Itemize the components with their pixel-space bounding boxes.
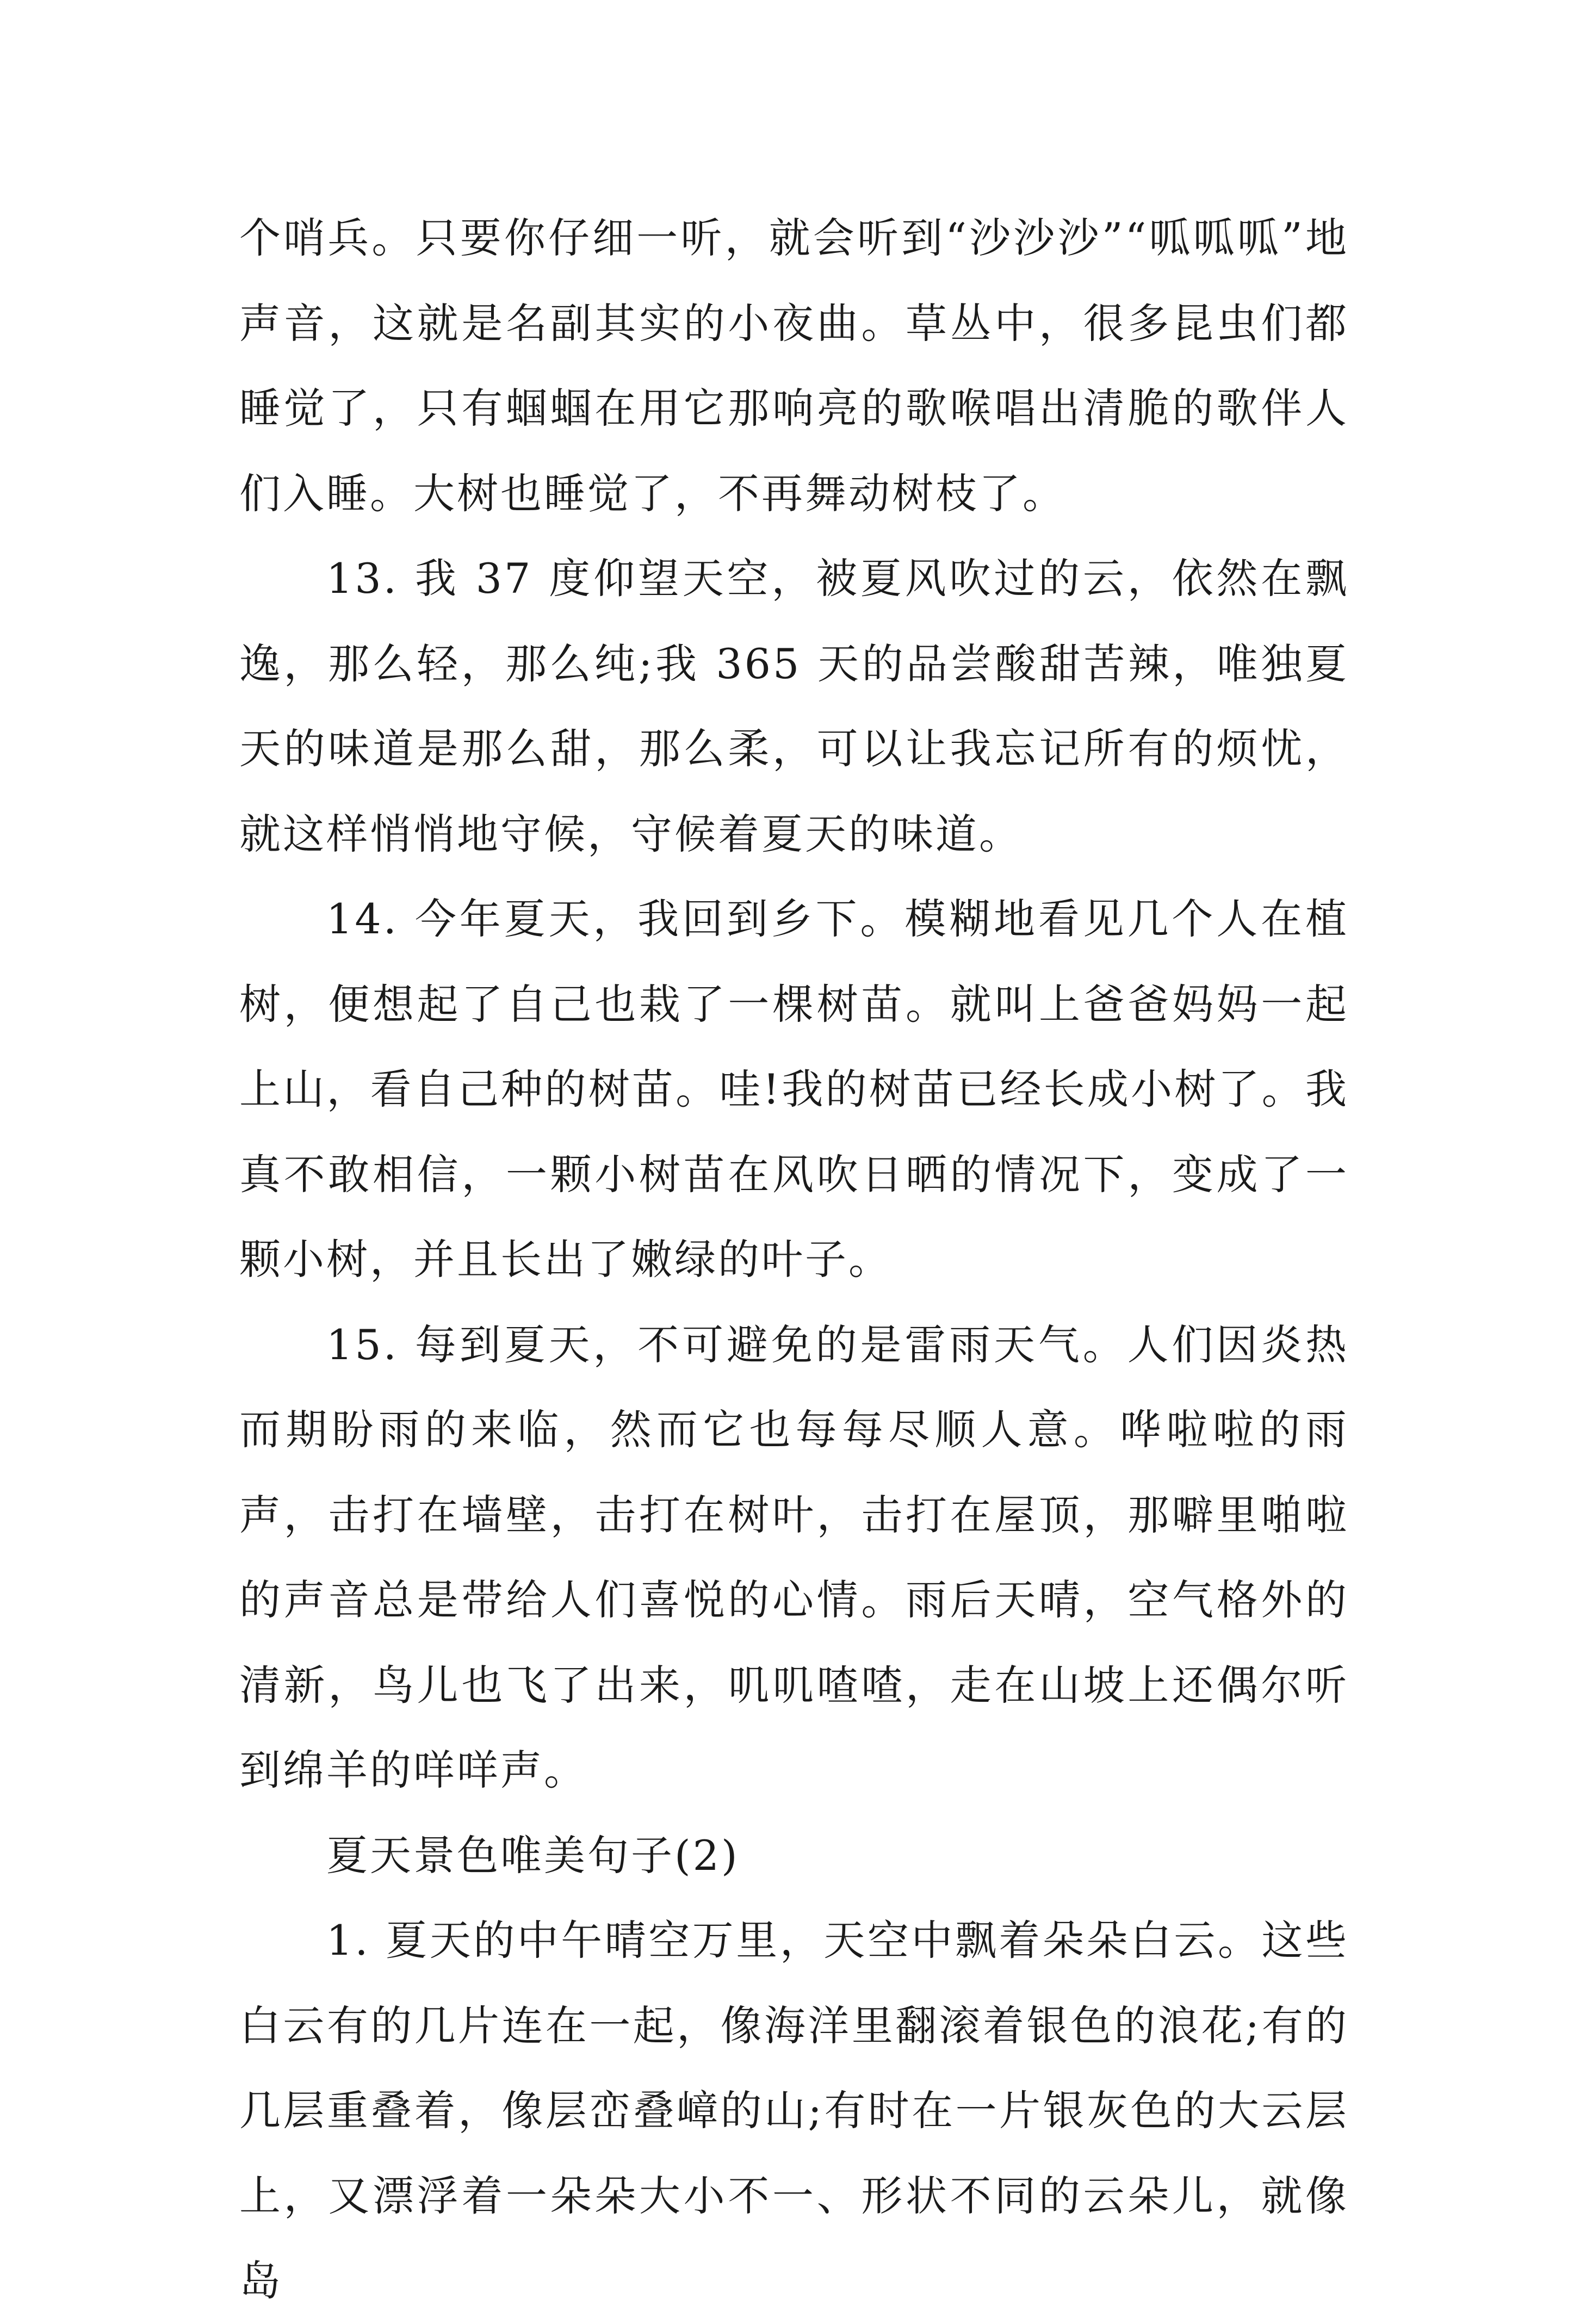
paragraph-14: 14. 今年夏天，我回到乡下。模糊地看见几个人在植树，便想起了自己也栽了一棵树苗。就叫上爸爸妈妈一起上山，看自己种的树苗。哇!我的树苗已经长成小树了。我真不敢相信，一颗小树苗在风吹日晒的情况下，变成了一颗小树，并且长出了嫩绿的叶子。 (239, 895, 1349, 1284)
body-text (239, 196, 1349, 2324)
paragraph-1: 1. 夏天的中午晴空万里，天空中飘着朵朵白云。这些白云有的几片连在一起，像海洋里翻滚着银色的浪花;有的几层重叠着，像层峦叠嶂的山;有时在一片银灰色的大云层上，又漂浮着一朵朵大小不一、形状不同的云朵儿，就像岛 (239, 1916, 1349, 2305)
paragraph-15: 15. 每到夏天，不可避免的是雷雨天气。人们因炎热而期盼雨的来临，然而它也每每尽顺人意。哗啦啦的雨声，击打在墙壁，击打在树叶，击打在屋顶，那噼里啪啦的声音总是带给人们喜悦的心情。雨后天晴，空气格外的清新，鸟儿也飞了出来，叽叽喳喳，走在山坡上还偶尔听到绵羊的咩咩声。 (239, 1320, 1349, 1794)
paragraph-continuation: 个哨兵。只要你仔细一听，就会听到“沙沙沙”“呱呱呱”地声音，这就是名副其实的小夜曲。草丛中，很多昆虫们都睡觉了，只有蝈蝈在用它那响亮的歌喉唱出清脆的歌伴人们入睡。大树也睡觉了，不再舞动树枝了。 (239, 214, 1349, 518)
section-heading: 夏天景色唯美句子(2) (326, 1831, 740, 1880)
paragraph-13: 13. 我 37 度仰望天空，被夏风吹过的云，依然在飘逸，那么轻，那么纯;我 365 天的品尝酸甜苦辣，唯独夏天的味道是那么甜，那么柔，可以让我忘记所有的烦忧，就这样悄悄地守候，守候着夏天的味道。 (239, 554, 1349, 858)
